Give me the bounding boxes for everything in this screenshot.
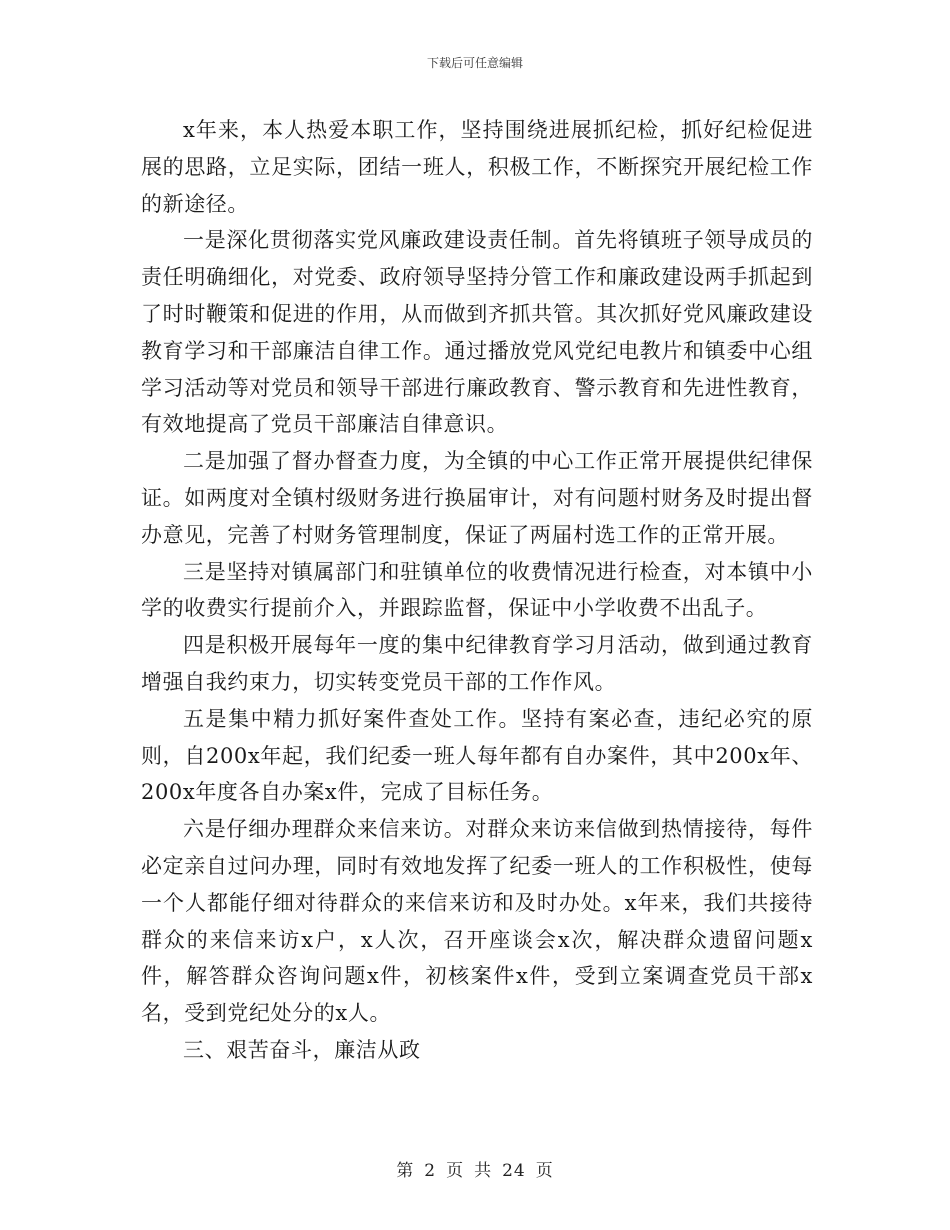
paragraph-item-3: 三是坚持对镇属部门和驻镇单位的收费情况进行检查，对本镇中小学的收费实行提前介入，并跟踪监督，保证中小学收费不出乱子。	[141, 559, 813, 621]
footer-total-unit: 页	[535, 1161, 554, 1181]
footer-total-label: 共	[474, 1161, 493, 1181]
paragraph-item-2: 二是加强了督办督查力度，为全镇的中心工作正常开展提供纪律保证。如两度对全镇村级财务进行换届审计，对有问题村财务及时提出督办意见，完善了村财务管理制度，保证了两届村选工作的正常开展。	[141, 449, 813, 547]
footer-page-unit: 页	[446, 1161, 465, 1181]
section-heading: 三、艰苦奋斗，廉洁从政	[183, 1037, 421, 1062]
footer-page-number: 2	[424, 1161, 437, 1181]
footer-total-pages: 24	[502, 1161, 526, 1181]
document-body	[141, 112, 813, 1069]
paragraph-item-4: 四是积极开展每年一度的集中纪律教育学习月活动，做到通过教育增强自我约束力，切实转变党员干部的工作作风。	[141, 633, 813, 694]
page-header-note: 下载后可任意编辑	[426, 56, 523, 70]
page-footer	[0, 1156, 950, 1181]
paragraph-item-1: 一是深化贯彻落实党风廉政建设责任制。首先将镇班子领导成员的责任明确细化，对党委、政府领导坚持分管工作和廉政建设两手抓起到了时时鞭策和促进的作用，从而做到齐抓共管。其次抓好党风廉政建设教育学习和干部廉洁自律工作。通过播放党风党纪电教片和镇委中心组学习活动等对党员和领导干部进行廉政教育、警示教育和先进性教育，有效地提高了党员干部廉洁自律意识。	[141, 228, 813, 437]
paragraph-item-6: 六是仔细办理群众来信来访。对群众来访来信做到热情接待，每件必定亲自过问办理，同时有效地发挥了纪委一班人的工作积极性，使每一个人都能仔细对待群众的来信来访和及时办处。x年来，我们共接待群众的来信来访x户，x人次，召开座谈会x次，解决群众遗留问题x件，解答群众咨询问题x件，初核案件x件，受到立案调查党员干部x名，受到党纪处分的x人。	[141, 817, 813, 1026]
footer-page-label: 第	[396, 1161, 415, 1181]
paragraph-intro: x年来，本人热爱本职工作，坚持围绕进展抓纪检，抓好纪检促进展的思路，立足实际，团结一班人，积极工作，不断探究开展纪检工作的新途径。	[141, 118, 813, 216]
paragraph-item-5: 五是集中精力抓好案件查处工作。坚持有案必查，违纪必究的原则，自200x年起，我们纪委一班人每年都有自办案件，其中200x年、200x年度各自办案x件，完成了目标任务。	[141, 706, 813, 805]
